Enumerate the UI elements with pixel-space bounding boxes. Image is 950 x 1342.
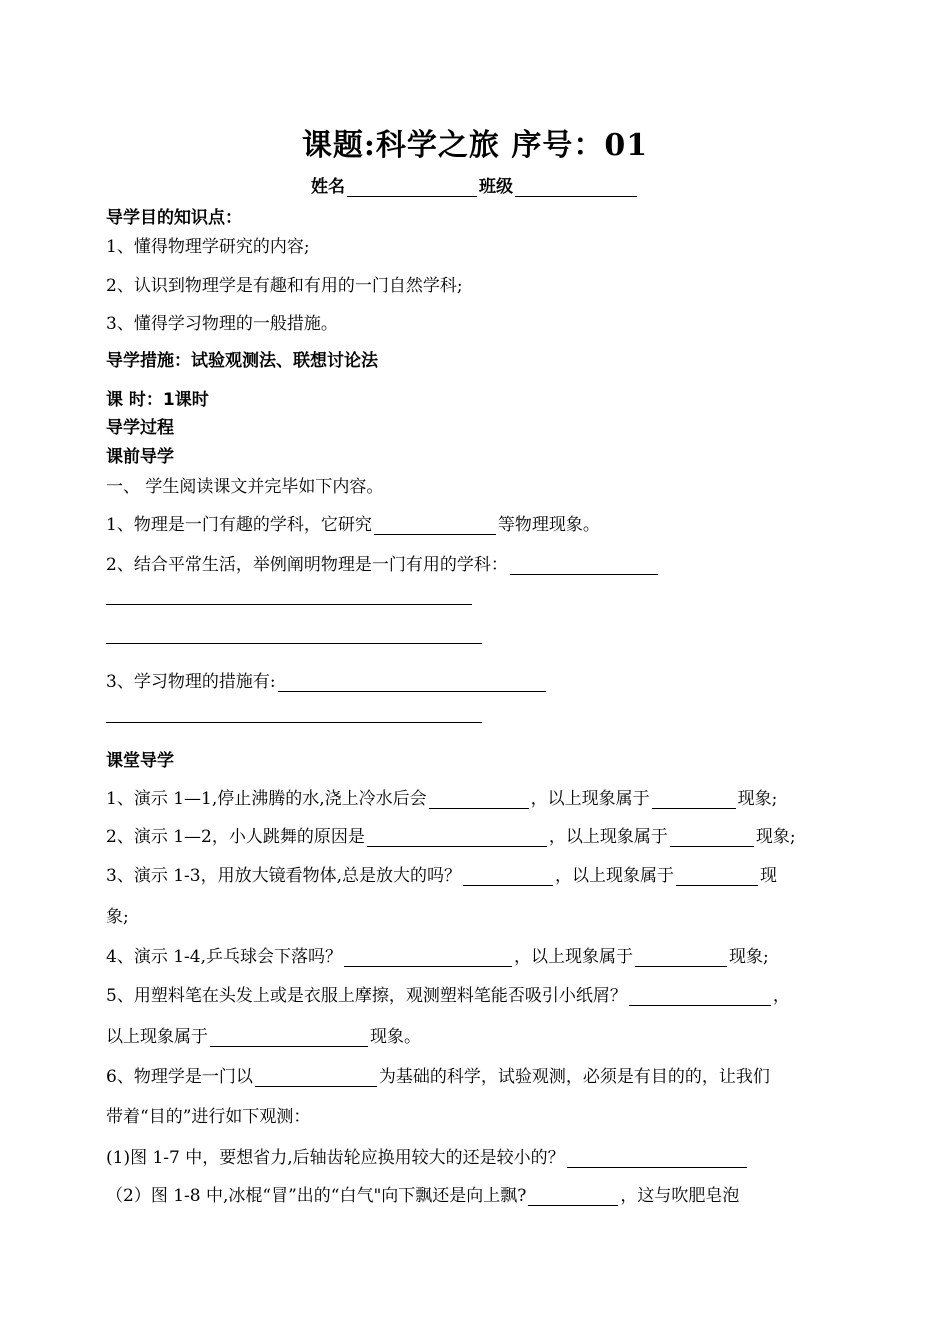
question-text: 现 xyxy=(760,866,777,886)
question-text: 现象。 xyxy=(370,1027,421,1047)
answer-blank[interactable] xyxy=(652,791,736,809)
question-text: ，以上现象属于 xyxy=(555,866,674,886)
question-text: 4、演示 1-4,乒乓球会下落吗？ xyxy=(106,947,342,967)
in-class-heading: 课堂导学 xyxy=(106,751,174,771)
question-text: 5、用塑料笔在头发上或是衣服上摩擦，观测塑料笔能否吸引小纸屑？ xyxy=(106,986,627,1006)
objective-item: 1、懂得物理学研究的内容; xyxy=(106,237,310,257)
sub-question-1 xyxy=(106,1143,749,1168)
item-6 xyxy=(106,1062,770,1087)
question-text: （2）图 1-8 中,冰棍“冒”出的“白气"向下飘还是向上飘? xyxy=(106,1186,527,1206)
answer-blank[interactable] xyxy=(374,517,496,535)
question-text: 为基础的科学，试验观测，必须是有目的的，让我们 xyxy=(378,1067,770,1087)
class-blank[interactable] xyxy=(515,179,637,197)
question-text: 6、物理学是一门以 xyxy=(106,1067,253,1087)
question-text: 2、演示 1—2，小人跳舞的原因是 xyxy=(106,827,365,847)
pre-class-intro: 一、 学生阅读课文并完毕如下内容。 xyxy=(106,477,384,497)
item-6-continued: 带着“目的”进行如下观测： xyxy=(106,1107,311,1127)
question-text: 现象; xyxy=(737,789,778,809)
answer-blank[interactable] xyxy=(635,949,727,967)
answer-line[interactable] xyxy=(106,604,472,605)
name-blank[interactable] xyxy=(347,179,477,197)
answer-blank[interactable] xyxy=(367,829,547,847)
objectives-heading: 导学目的知识点： xyxy=(106,208,242,228)
name-label: 姓名 xyxy=(311,177,345,197)
answer-blank[interactable] xyxy=(429,791,529,809)
demo-5 xyxy=(106,981,790,1006)
question-text: 等物理现象。 xyxy=(497,515,600,535)
question-text: ，以上现象属于 xyxy=(548,827,668,847)
question-text: ， xyxy=(772,986,790,1006)
demo-1 xyxy=(106,784,777,809)
process-heading: 导学过程 xyxy=(106,418,174,438)
answer-blank[interactable] xyxy=(510,557,658,575)
answer-blank[interactable] xyxy=(463,868,553,886)
question-text: ，以上现象属于 xyxy=(514,947,633,967)
question-text: 1、物理是一门有趣的学科，它研究 xyxy=(106,515,372,535)
answer-blank[interactable] xyxy=(676,868,758,886)
answer-blank[interactable] xyxy=(567,1150,747,1168)
question-text: 以上现象属于 xyxy=(106,1027,208,1047)
sub-question-2 xyxy=(106,1181,739,1206)
demo-4 xyxy=(106,942,769,967)
answer-blank[interactable] xyxy=(255,1069,377,1087)
class-label: 班级 xyxy=(479,177,513,197)
question-text: 现象; xyxy=(755,827,796,847)
answer-blank[interactable] xyxy=(278,674,546,692)
question-text: 2、结合平常生活，举例阐明物理是一门有用的学科： xyxy=(106,555,508,575)
objective-item: 3、懂得学习物理的一般措施。 xyxy=(106,314,338,334)
demo-2 xyxy=(106,822,796,847)
question-text: 3、学习物理的措施有: xyxy=(106,672,276,692)
question-3 xyxy=(106,667,548,692)
demo-3-continued: 象; xyxy=(106,907,129,927)
answer-line[interactable] xyxy=(106,722,482,723)
pre-class-heading: 课前导学 xyxy=(106,447,174,467)
answer-blank[interactable] xyxy=(210,1029,368,1047)
question-2 xyxy=(106,550,660,575)
demo-3 xyxy=(106,861,777,886)
answer-blank[interactable] xyxy=(528,1188,618,1206)
objective-item: 2、认识到物理学是有趣和有用的一门自然学科; xyxy=(106,276,463,296)
lesson-time: 课 时：1课时 xyxy=(106,390,209,410)
student-info-row xyxy=(0,172,950,197)
answer-blank[interactable] xyxy=(629,988,771,1006)
teaching-methods: 导学措施：试验观测法、联想讨论法 xyxy=(106,351,378,371)
question-text: 现象; xyxy=(729,947,769,967)
question-text: (1)图 1-7 中，要想省力,后轴齿轮应换用较大的还是较小的？ xyxy=(106,1148,565,1168)
page-title: 课题:科学之旅 序号：01 xyxy=(301,128,649,163)
question-1 xyxy=(106,510,600,535)
answer-blank[interactable] xyxy=(670,829,754,847)
question-text: ，以上现象属于 xyxy=(530,789,650,809)
question-text: ，这与吹肥皂泡 xyxy=(620,1186,740,1206)
question-text: 1、演示 1—1,停止沸腾的水,浇上冷水后会 xyxy=(106,789,427,809)
demo-5-continued xyxy=(106,1022,421,1047)
question-text: 3、演示 1-3，用放大镜看物体,总是放大的吗？ xyxy=(106,866,461,886)
answer-line[interactable] xyxy=(106,643,482,644)
answer-blank[interactable] xyxy=(344,949,512,967)
